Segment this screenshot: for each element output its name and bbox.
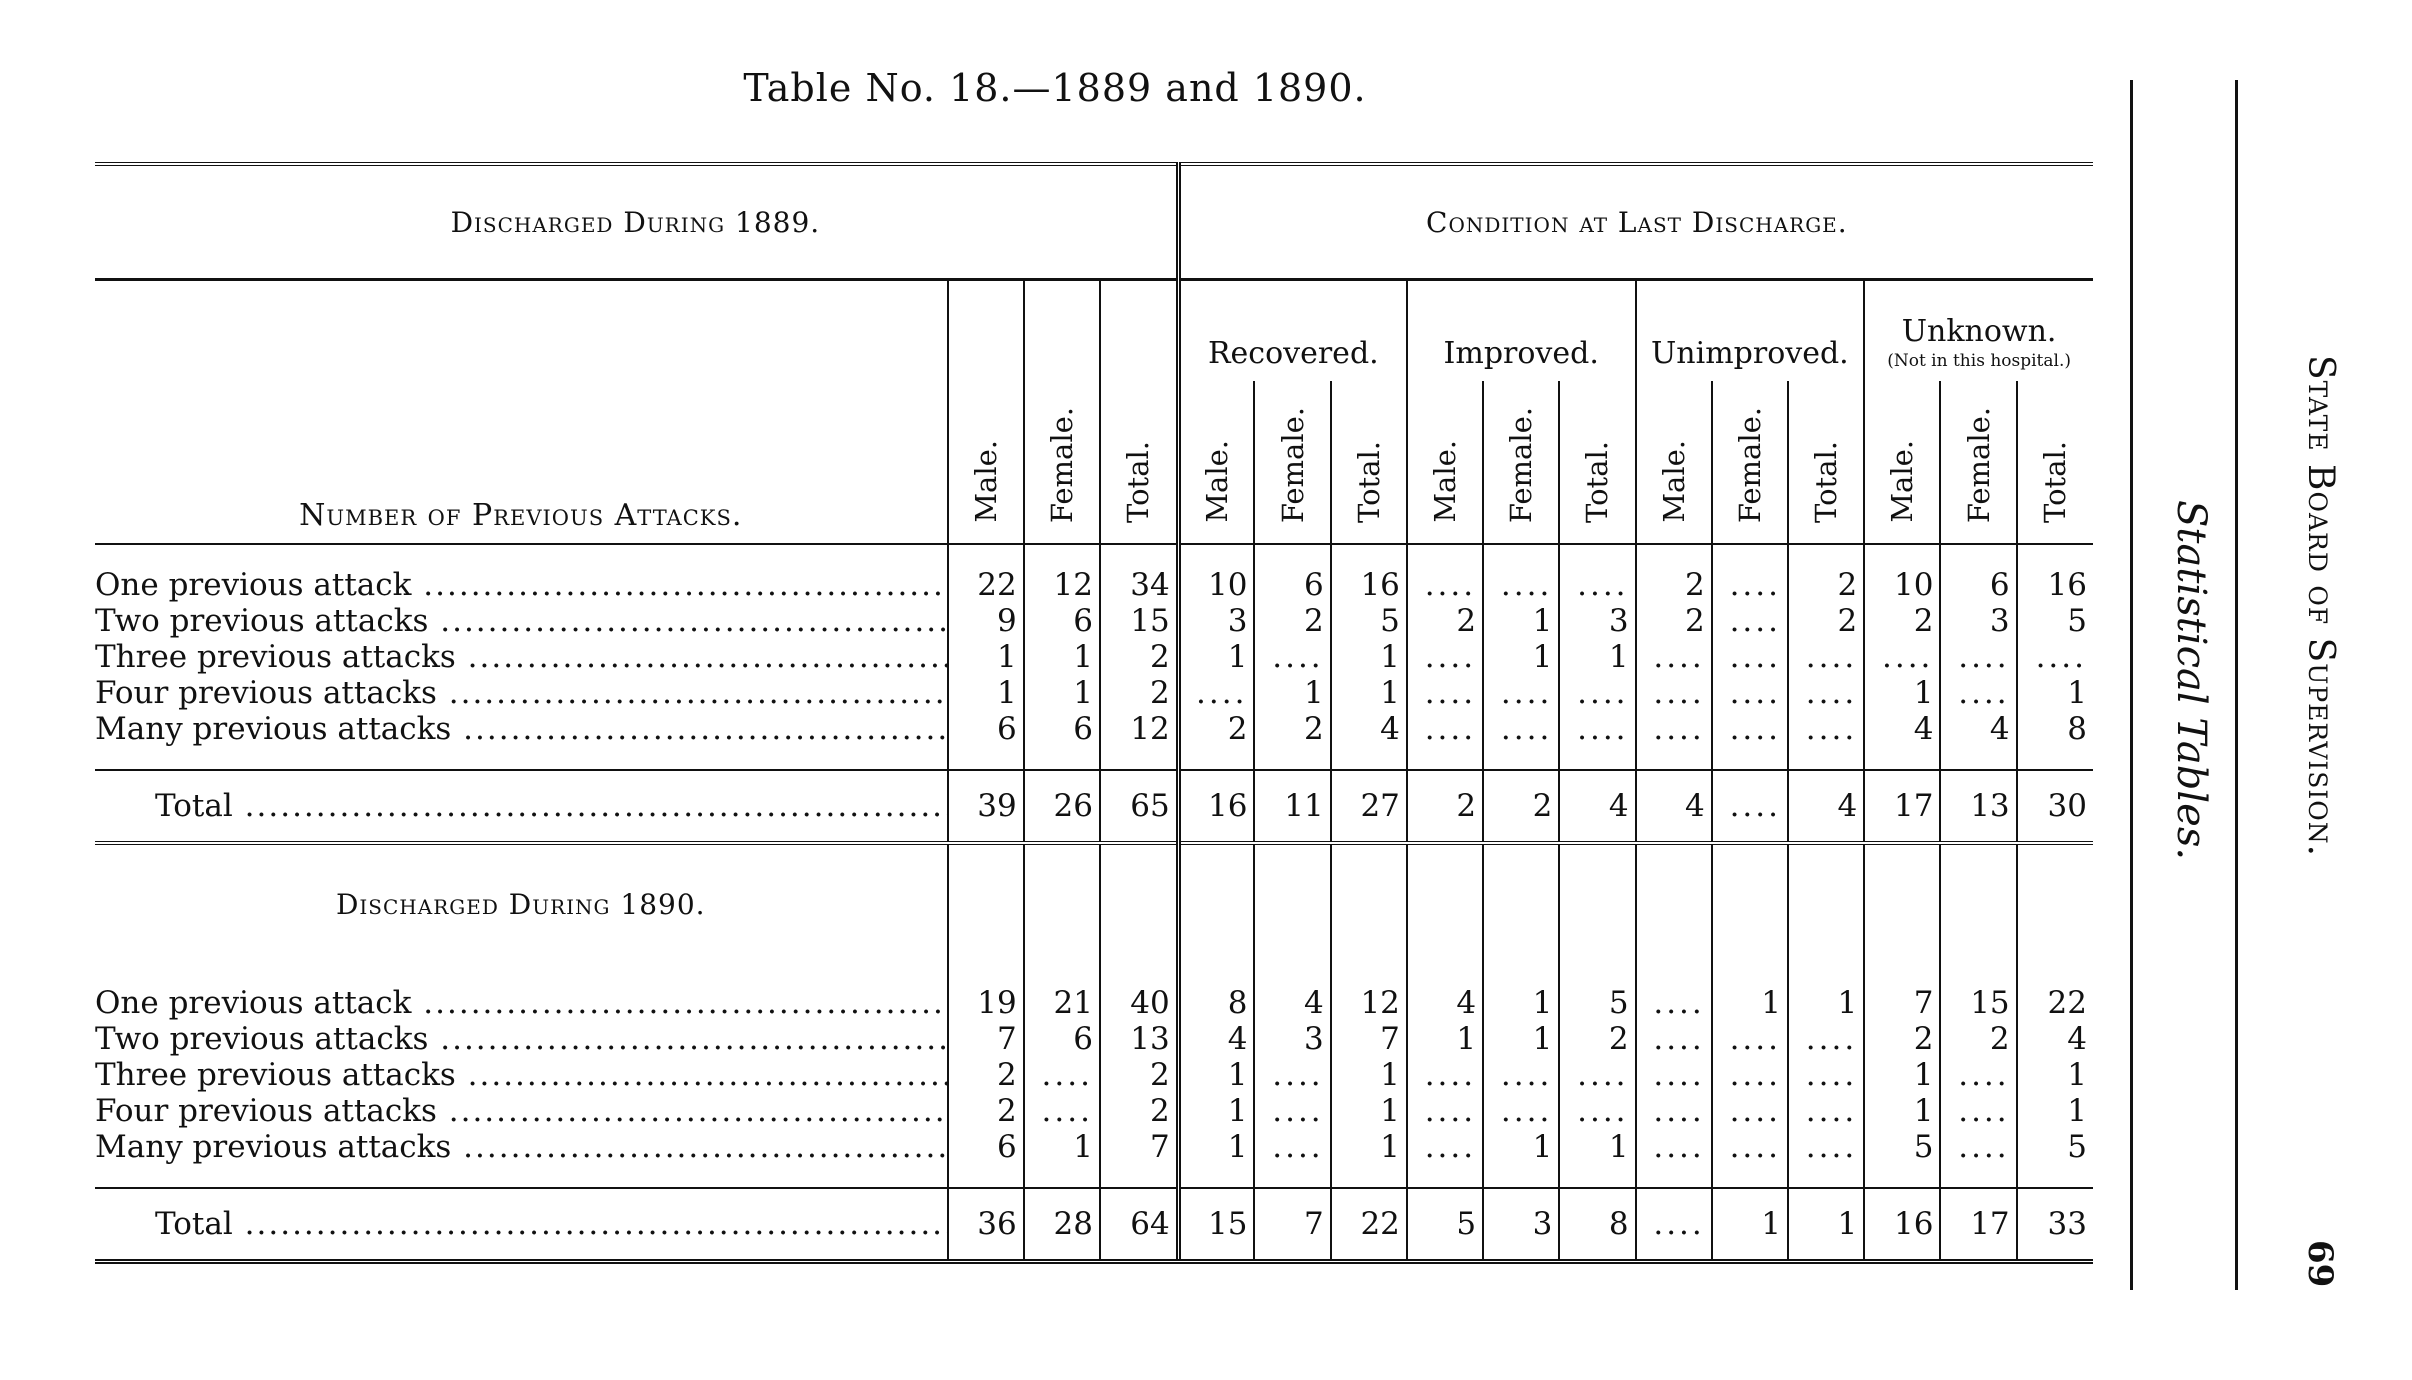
cell-value: 12 [1024,567,1100,603]
row-label: Four previous attacks ..... [95,1093,948,1129]
cell-value: 1 [1559,639,1635,675]
cell-value: 9 [948,603,1024,639]
cell-value: 39 [948,770,1024,843]
cell-value: 6 [1024,711,1100,747]
cell-value: 1 [1483,1129,1559,1165]
cell-value: .... [1407,639,1483,675]
col-total: Total. [1100,280,1178,545]
cell-value: 4 [1178,1021,1254,1057]
cell-value: 19 [948,985,1024,1021]
group-improved: Improved. [1407,280,1636,382]
unknown-male: Male. [1864,381,1940,544]
cell-value: .... [1712,675,1788,711]
table-row [95,1057,2093,1093]
cell-value: 22 [948,567,1024,603]
spacer-row [95,544,2093,567]
cell-value: 2 [1788,567,1864,603]
cell-value: 7 [1331,1021,1407,1057]
cell-value: 1 [2017,1057,2093,1093]
unimproved-female: Female. [1712,381,1788,544]
row-label: Three previous attacks ..... [95,1057,948,1093]
cell-value: 2 [1940,1021,2016,1057]
cell-value: 22 [1331,1188,1407,1262]
cell-value: .... [1636,639,1712,675]
cell-value: 15 [1178,1188,1254,1262]
group-recovered: Recovered. [1178,280,1407,382]
cell-value: 10 [1178,567,1254,603]
cell-value: .... [1636,675,1712,711]
cell-value: .... [2017,639,2093,675]
cell-value: 16 [1178,770,1254,843]
cell-value: 7 [948,1021,1024,1057]
cell-value: .... [1940,1057,2016,1093]
row-label: Three previous attacks ..... [95,639,948,675]
cell-value: .... [1788,711,1864,747]
cell-value: .... [1940,639,2016,675]
cell-value: .... [1712,770,1788,843]
cell-value: 8 [1178,985,1254,1021]
cell-value: 6 [1024,603,1100,639]
cell-value: 5 [2017,603,2093,639]
heading-discharged-1890: Discharged During 1890. [335,887,706,921]
group-unimproved: Unimproved. [1636,280,1865,382]
cell-value: .... [1712,1093,1788,1129]
col-female: Female. [1024,280,1100,545]
cell-value: 16 [1864,1188,1940,1262]
cell-value: .... [1559,1093,1635,1129]
improved-male: Male. [1407,381,1483,544]
cell-value: 1 [1331,1057,1407,1093]
row-label: Two previous attacks ..... [95,1021,948,1057]
row-label: Many previous attacks ..... [95,1129,948,1165]
header-condition: Condition at Last Discharge. [1178,164,2093,280]
running-head-publisher: State Board of Supervision. [2300,355,2341,858]
cell-value: 17 [1864,770,1940,843]
cell-value: .... [1712,711,1788,747]
cell-value: 26 [1024,770,1100,843]
improved-total: Total. [1559,381,1635,544]
cell-value: 4 [1331,711,1407,747]
cell-value: .... [1712,1129,1788,1165]
cell-value: 1 [1483,1021,1559,1057]
cell-value: 5 [1331,603,1407,639]
cell-value: .... [1712,1057,1788,1093]
cell-value: 1 [1331,1093,1407,1129]
cell-value: 7 [1864,985,1940,1021]
group-unknown [1864,280,2093,382]
cell-value: 2 [1100,1093,1178,1129]
cell-value: 1 [1331,1129,1407,1165]
cell-value: 6 [948,1129,1024,1165]
table-row [95,675,2093,711]
row-label: One previous attack ..... [95,567,948,603]
section-1890-heading [95,843,2093,963]
cell-value: 34 [1100,567,1178,603]
cell-value: 16 [1331,567,1407,603]
row-label: Total ..... [95,1188,948,1262]
cell-value: 1 [1024,639,1100,675]
unknown-female: Female. [1940,381,2016,544]
recovered-female: Female. [1254,381,1330,544]
recovered-total: Total. [1331,381,1407,544]
cell-value: 6 [948,711,1024,747]
cell-value: 8 [2017,711,2093,747]
cell-value: 4 [2017,1021,2093,1057]
cell-value: .... [1559,675,1635,711]
cell-value: .... [1788,1021,1864,1057]
cell-value: .... [1483,675,1559,711]
cell-value: 2 [1636,567,1712,603]
row-label: Total ..... [95,770,948,843]
cell-value: .... [1483,711,1559,747]
cell-value: 1 [1024,675,1100,711]
cell-value: 2 [1636,603,1712,639]
header-discharged-1889: Discharged During 1889. [95,164,1178,280]
cell-value: 1 [1178,1057,1254,1093]
group-unknown-label: Unknown. [1901,314,2057,349]
cell-value: 13 [1940,770,2016,843]
cell-value: 28 [1024,1188,1100,1262]
cell-value: 1 [1712,985,1788,1021]
table-row [95,639,2093,675]
row-label: Many previous attacks ..... [95,711,948,747]
cell-value: .... [1559,711,1635,747]
cell-value: 8 [1559,1188,1635,1262]
cell-value: 4 [1940,711,2016,747]
cell-value: .... [1712,1021,1788,1057]
cell-value: .... [1407,1093,1483,1129]
spacer-row [95,963,2093,985]
cell-value: 7 [1254,1188,1330,1262]
cell-value: 2 [1254,603,1330,639]
cell-value: .... [1178,675,1254,711]
cell-value: .... [1483,1093,1559,1129]
cell-value: 17 [1940,1188,2016,1262]
cell-value: 1 [1712,1188,1788,1262]
table-row [95,603,2093,639]
table-row [95,1093,2093,1129]
cell-value: 1 [1178,1129,1254,1165]
cell-value: 5 [2017,1129,2093,1165]
cell-value: 2 [948,1093,1024,1129]
section-1890 [95,963,2093,1262]
cell-value: 2 [1254,711,1330,747]
unimproved-male: Male. [1636,381,1712,544]
cell-value: 1 [948,675,1024,711]
cell-value: 3 [1254,1021,1330,1057]
cell-value: .... [1407,567,1483,603]
cell-value: .... [1407,675,1483,711]
cell-value: 22 [2017,985,2093,1021]
cell-value: 1 [1483,639,1559,675]
cell-value: 5 [1559,985,1635,1021]
cell-value: .... [1636,985,1712,1021]
cell-value: .... [1407,711,1483,747]
cell-value: 1 [1864,1093,1940,1129]
cell-value: 2 [1407,603,1483,639]
table-row [95,985,2093,1021]
cell-value: 1 [1331,675,1407,711]
cell-value: .... [1712,603,1788,639]
cell-value: 11 [1254,770,1330,843]
cell-value: 15 [1100,603,1178,639]
cell-value: .... [1254,1057,1330,1093]
cell-value: 1 [1559,1129,1635,1165]
cell-value: 7 [1100,1129,1178,1165]
cell-value: 1 [1331,639,1407,675]
cell-value: 27 [1331,770,1407,843]
cell-value: 2 [1788,603,1864,639]
table-row [95,567,2093,603]
cell-value: .... [1254,639,1330,675]
side-rule-outer [2235,80,2238,1290]
col-male: Male. [948,280,1024,545]
cell-value: 4 [1636,770,1712,843]
statistics-table [95,162,2093,1264]
cell-value: 16 [2017,567,2093,603]
cell-value: 2 [948,1057,1024,1093]
cell-value: 3 [1178,603,1254,639]
cell-value: 2 [1100,639,1178,675]
cell-value: .... [1788,1093,1864,1129]
cell-value: 4 [1407,985,1483,1021]
cell-value: 1 [948,639,1024,675]
cell-value: .... [1559,1057,1635,1093]
cell-value: 5 [1864,1129,1940,1165]
cell-value: .... [1636,711,1712,747]
cell-value: 2 [1864,1021,1940,1057]
cell-value: 40 [1100,985,1178,1021]
cell-value: .... [1024,1057,1100,1093]
cell-value: 12 [1331,985,1407,1021]
cell-value: .... [1483,567,1559,603]
cell-value: 1 [1483,985,1559,1021]
table-row [95,1129,2093,1165]
unknown-total: Total. [2017,381,2093,544]
cell-value: 1 [1788,1188,1864,1262]
cell-value: .... [1788,639,1864,675]
cell-value: 2 [1178,711,1254,747]
cell-value: 1 [1024,1129,1100,1165]
cell-value: 65 [1100,770,1178,843]
page-number: 69 [2300,1240,2340,1288]
total-row [95,1188,2093,1262]
cell-value: 2 [1864,603,1940,639]
cell-value: .... [1407,1057,1483,1093]
cell-value: 36 [948,1188,1024,1262]
cell-value: .... [1940,675,2016,711]
cell-value: 2 [1559,1021,1635,1057]
cell-value: .... [1636,1188,1712,1262]
cell-value: 64 [1100,1188,1178,1262]
running-head-section: Statistical Tables. [2168,500,2214,861]
spacer-row [95,747,2093,770]
cell-value: 15 [1940,985,2016,1021]
cell-value: .... [1636,1093,1712,1129]
cell-value: .... [1788,1057,1864,1093]
group-unknown-note: (Not in this hospital.) [1887,351,2071,371]
cell-value: 3 [1559,603,1635,639]
cell-value: .... [1483,1057,1559,1093]
cell-value: 30 [2017,770,2093,843]
cell-value: .... [1940,1129,2016,1165]
table-title: Table No. 18.—1889 and 1890. [743,66,1367,110]
cell-value: 3 [1483,1188,1559,1262]
recovered-male: Male. [1178,381,1254,544]
cell-value: 1 [1864,675,1940,711]
row-label: Four previous attacks ..... [95,675,948,711]
cell-value: .... [1864,639,1940,675]
cell-value: 1 [1407,1021,1483,1057]
cell-value: 21 [1024,985,1100,1021]
total-row [95,770,2093,843]
cell-value: .... [1254,1093,1330,1129]
cell-value: 2 [1483,770,1559,843]
cell-value: .... [1940,1093,2016,1129]
cell-value: .... [1788,675,1864,711]
spacer-row [95,1165,2093,1188]
cell-value: 6 [1254,567,1330,603]
row-label: Two previous attacks ..... [95,603,948,639]
cell-value: 4 [1254,985,1330,1021]
cell-value: 3 [1940,603,2016,639]
cell-value: 33 [2017,1188,2093,1262]
cell-value: .... [1636,1129,1712,1165]
cell-value: 6 [1940,567,2016,603]
cell-value: 2 [1407,770,1483,843]
cell-value: 5 [1407,1188,1483,1262]
cell-value: .... [1636,1021,1712,1057]
side-rule-inner [2130,80,2133,1290]
cell-value: 1 [1178,1093,1254,1129]
cell-value: .... [1559,567,1635,603]
cell-value: 1 [1864,1057,1940,1093]
cell-value: .... [1712,567,1788,603]
cell-value: 6 [1024,1021,1100,1057]
cell-value: .... [1024,1093,1100,1129]
cell-value: 12 [1100,711,1178,747]
cell-value: 4 [1788,770,1864,843]
cell-value: .... [1254,1129,1330,1165]
cell-value: 2 [1100,675,1178,711]
cell-value: 1 [2017,1093,2093,1129]
row-label: One previous attack ..... [95,985,948,1021]
section-1889 [95,544,2093,843]
cell-value: .... [1407,1129,1483,1165]
unimproved-total: Total. [1788,381,1864,544]
cell-value: 13 [1100,1021,1178,1057]
cell-value: .... [1788,1129,1864,1165]
improved-female: Female. [1483,381,1559,544]
cell-value: 1 [1254,675,1330,711]
table-row [95,1021,2093,1057]
cell-value: 4 [1559,770,1635,843]
header-previous-attacks: Number of Previous Attacks. [95,280,948,545]
cell-value: 4 [1864,711,1940,747]
cell-value: 1 [1483,603,1559,639]
cell-value: 1 [1788,985,1864,1021]
cell-value: 10 [1864,567,1940,603]
cell-value: 1 [2017,675,2093,711]
cell-value: 1 [1178,639,1254,675]
cell-value: .... [1636,1057,1712,1093]
table-row [95,711,2093,747]
cell-value: .... [1712,639,1788,675]
cell-value: 2 [1100,1057,1178,1093]
